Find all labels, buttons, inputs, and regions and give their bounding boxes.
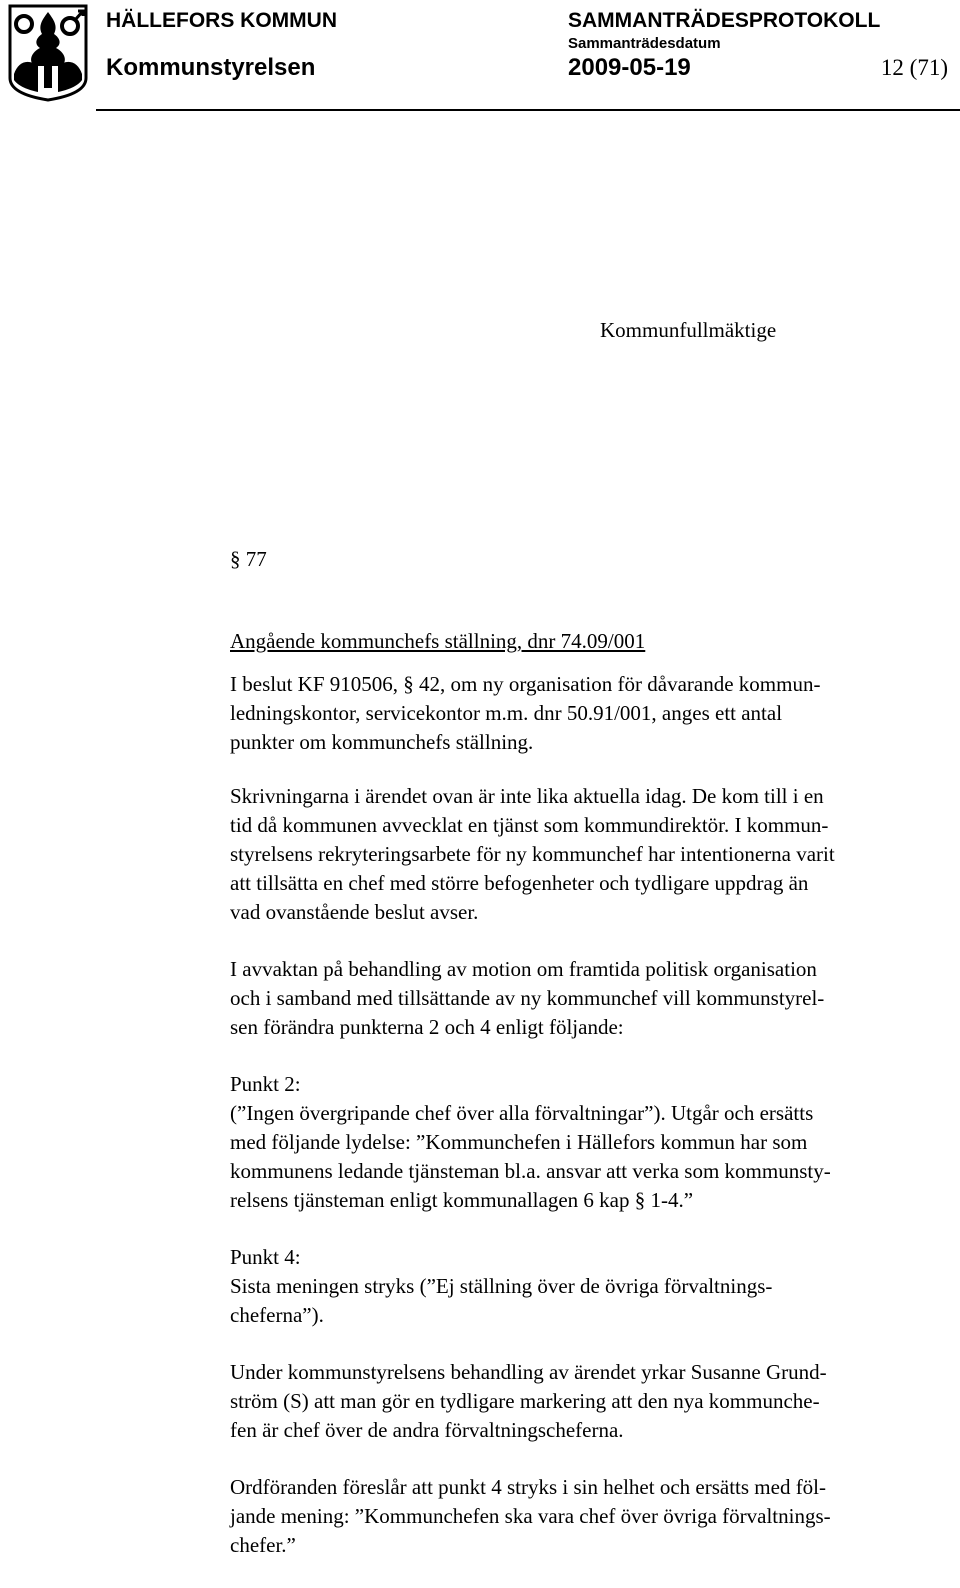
text-line: Under kommunstyrelsens behandling av ärendet yrkar Susanne Grund-	[230, 1360, 827, 1384]
paragraph-number: § 77	[230, 547, 267, 571]
paragraph-6	[230, 1358, 955, 1445]
page-header	[0, 0, 960, 112]
text-line: punkter om kommunchefs ställning.	[230, 730, 534, 754]
text-line: med följande lydelse: ”Kommunchefen i Hällefors kommun har som	[230, 1130, 808, 1154]
text-line: jande mening: ”Kommunchefen ska vara chef över övriga förvaltnings-	[230, 1504, 831, 1528]
paragraph-1	[230, 670, 955, 757]
paragraph-7	[230, 1473, 955, 1560]
coat-of-arms-icon	[8, 4, 88, 102]
text-line: Ordföranden föreslår att punkt 4 stryks i sin helhet och ersätts med föl-	[230, 1475, 827, 1499]
case-title: Angående kommunchefs ställning, dnr 74.09/001	[230, 629, 646, 653]
text-line: (”Ingen övergripande chef över alla förvaltningar”). Utgår och ersätts	[230, 1101, 814, 1125]
recipient: Kommunfullmäktige	[600, 318, 777, 342]
paragraph-3	[230, 955, 955, 1042]
document-body	[230, 627, 955, 1588]
text-line: relsens tjänsteman enligt kommunallagen 6 kap § 1-4.”	[230, 1188, 694, 1212]
date-label: Sammanträdesdatum	[568, 35, 721, 52]
paragraph-4	[230, 1070, 955, 1215]
department-name: Kommunstyrelsen	[106, 54, 316, 81]
text-line: och i samband med tillsättande av ny kommunchef vill kommunstyrel-	[230, 986, 825, 1010]
text-line: sen förändra punkterna 2 och 4 enligt följande:	[230, 1015, 624, 1039]
paragraph-5	[230, 1243, 955, 1330]
text-line: tid då kommunen avvecklat en tjänst som kommundirektör. I kommun-	[230, 813, 829, 837]
document-type: SAMMANTRÄDESPROTOKOLL	[568, 9, 881, 32]
meeting-date: 2009-05-19	[568, 54, 691, 81]
text-line: ström (S) att man gör en tydligare markering att den nya kommunche-	[230, 1389, 820, 1413]
text-line: kommunens ledande tjänsteman bl.a. ansvar att verka som kommunsty-	[230, 1159, 831, 1183]
text-line: fen är chef över de andra förvaltningscheferna.	[230, 1418, 624, 1442]
header-rule	[96, 109, 960, 111]
text-line: vad ovanstående beslut avser.	[230, 900, 479, 924]
text-line: I beslut KF 910506, § 42, om ny organisation för dåvarande kommun-	[230, 672, 821, 696]
text-line: Skrivningarna i ärendet ovan är inte lika aktuella idag. De kom till i en	[230, 784, 824, 808]
text-line: chefer.”	[230, 1533, 296, 1557]
organization-name: HÄLLEFORS KOMMUN	[106, 9, 337, 32]
text-line: ledningskontor, servicekontor m.m. dnr 50.91/001, anges ett antal	[230, 701, 783, 725]
paragraph-2	[230, 782, 955, 927]
text-line: cheferna”).	[230, 1303, 324, 1327]
text-line: Punkt 2:	[230, 1072, 301, 1096]
text-line: Punkt 4:	[230, 1245, 301, 1269]
text-line: styrelsens rekryteringsarbete för ny kommunchef har intentionerna varit	[230, 842, 835, 866]
page-number: 12 (71)	[880, 55, 948, 80]
text-line: att tillsätta en chef med större befogenheter och tydligare uppdrag än	[230, 871, 809, 895]
text-line: Sista meningen stryks (”Ej ställning över de övriga förvaltnings-	[230, 1274, 773, 1298]
text-line: I avvaktan på behandling av motion om framtida politisk organisation	[230, 957, 817, 981]
